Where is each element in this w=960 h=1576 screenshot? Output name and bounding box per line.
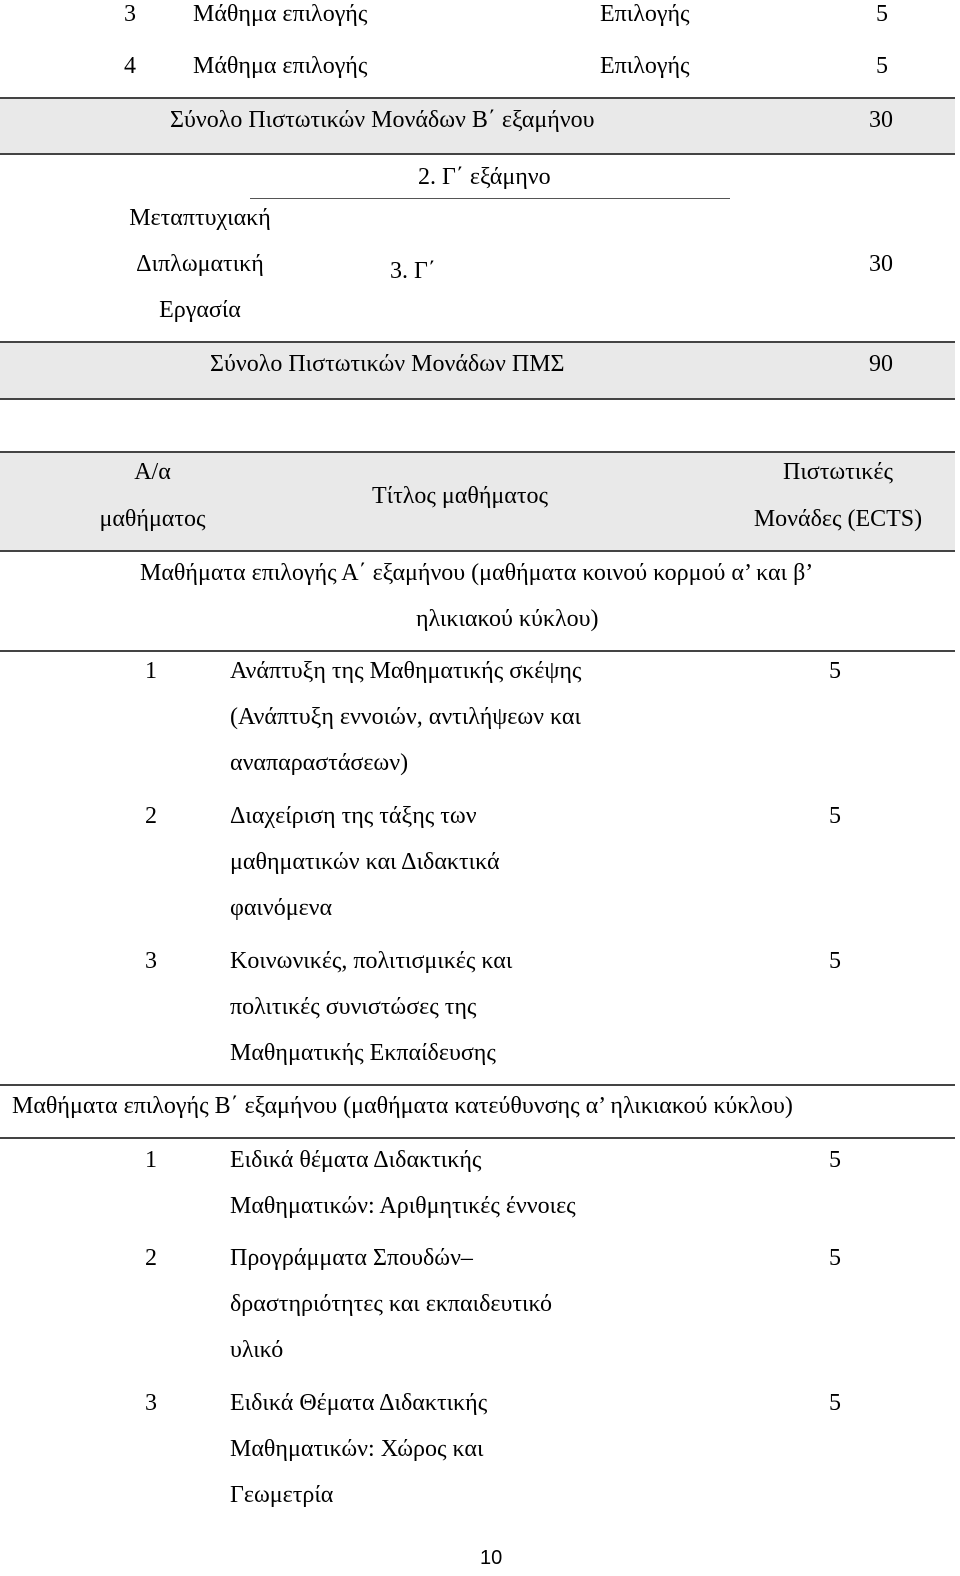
thesis-label-line3: Εργασία (159, 297, 241, 323)
course-title-line: Ειδικά Θέματα Διδακτικής (230, 1390, 488, 1416)
course-ects: 5 (829, 1147, 841, 1173)
row-number: 3 (145, 1390, 157, 1416)
total-b-label: Σύνολο Πιστωτικών Μονάδων Β΄ εξαμήνου (170, 107, 595, 133)
course-ects: 5 (829, 803, 841, 829)
thesis-semester: 3. Γ΄ (390, 258, 436, 284)
course-title-line: μαθηματικών και Διδακτικά (230, 849, 500, 875)
divider (0, 550, 955, 552)
thesis-label-line1: Μεταπτυχιακή (129, 205, 271, 231)
course-title-line: υλικό (230, 1337, 284, 1363)
row-number: 1 (145, 1147, 157, 1173)
course-title-line: Μαθηματικών: Χώρος και (230, 1436, 484, 1462)
course-title: Μάθημα επιλογής (193, 53, 368, 79)
section-a-heading-line2: ηλικιακού κύκλου) (416, 606, 599, 632)
section-a-heading-line1: Μαθήματα επιλογής Α΄ εξαμήνου (μαθήματα κοινού κορμού α’ και β’ (140, 560, 814, 586)
course-title-line: Ανάπτυξη της Μαθηματικής σκέψης (230, 658, 582, 684)
page-number: 10 (480, 1547, 503, 1569)
course-title-line: πολιτικές συνιστώσες της (230, 994, 477, 1020)
course-title-line: Προγράμματα Σπουδών– (230, 1245, 473, 1271)
row-number: 1 (145, 658, 157, 684)
course-title-line: Διαχείριση της τάξης των (230, 803, 477, 829)
divider (0, 153, 955, 155)
thesis-ects: 30 (869, 251, 893, 277)
course-ects: 5 (876, 1, 888, 27)
course-ects: 5 (829, 1245, 841, 1271)
course-title-line: αναπαραστάσεων) (230, 750, 409, 776)
course-ects: 5 (876, 53, 888, 79)
course-title: Μάθημα επιλογής (193, 1, 368, 27)
header-ects-line2: Μονάδες (ECTS) (753, 506, 923, 532)
header-num-line1: Α/α (134, 459, 171, 485)
course-title-line: Ειδικά θέματα Διδακτικής (230, 1147, 482, 1173)
divider (0, 1084, 955, 1086)
course-ects: 5 (829, 658, 841, 684)
total-b-value: 30 (869, 107, 893, 133)
course-title-line: Μαθηματικής Εκπαίδευσης (230, 1040, 496, 1066)
row-number: 3 (145, 948, 157, 974)
row-number: 4 (124, 53, 136, 79)
course-ects: 5 (829, 948, 841, 974)
divider (250, 198, 730, 199)
course-type: Επιλογής (600, 1, 690, 27)
header-title: Τίτλος μαθήματος (372, 483, 548, 509)
thesis-label-line2: Διπλωματική (136, 251, 264, 277)
row-number: 2 (145, 1245, 157, 1271)
divider (0, 650, 955, 652)
course-ects: 5 (829, 1390, 841, 1416)
section-b-heading: Μαθήματα επιλογής Β΄ εξαμήνου (μαθήματα κατεύθυνσης α’ ηλικιακού κύκλου) (12, 1093, 793, 1119)
course-title-line: φαινόμενα (230, 895, 333, 921)
total-pms-value: 90 (869, 351, 893, 377)
course-title-line: Γεωμετρία (230, 1482, 334, 1508)
semester-c-label: 2. Γ΄ εξάμηνο (418, 164, 551, 190)
total-pms-label: Σύνολο Πιστωτικών Μονάδων ΠΜΣ (210, 351, 565, 377)
course-title-line: δραστηριότητες και εκπαιδευτικό (230, 1291, 553, 1317)
divider (0, 1137, 955, 1139)
divider (0, 398, 955, 400)
course-title-line: Μαθηματικών: Αριθμητικές έννοιες (230, 1193, 576, 1219)
course-type: Επιλογής (600, 53, 690, 79)
course-title-line: Κοινωνικές, πολιτισμικές και (230, 948, 513, 974)
course-title-line: (Ανάπτυξη εννοιών, αντιλήψεων και (230, 704, 581, 730)
row-number: 3 (124, 1, 136, 27)
row-number: 2 (145, 803, 157, 829)
header-ects-line1: Πιστωτικές (783, 459, 893, 485)
header-num-line2: μαθήματος (99, 506, 206, 532)
